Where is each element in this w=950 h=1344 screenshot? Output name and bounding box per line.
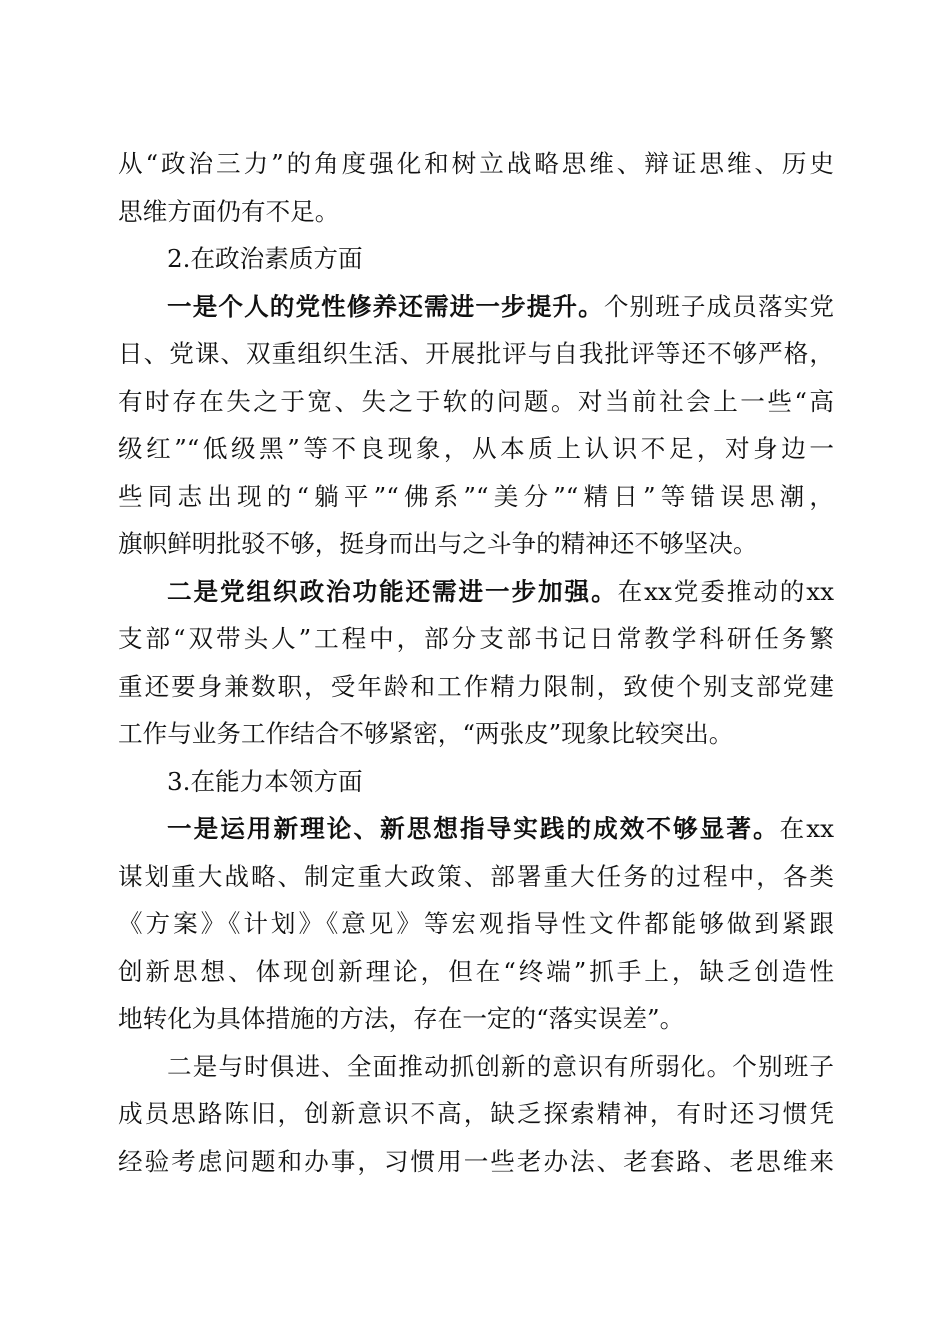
text-line: [118, 425, 834, 473]
line-text: 思维方面仍有不足。: [118, 196, 340, 226]
line-text: 重还要身兼数职，受年龄和工作精力限制，致使个别支部党建: [118, 671, 834, 701]
text-line: [118, 330, 834, 378]
line-text: 2.在政治素质方面: [167, 244, 363, 273]
text-line: [118, 948, 834, 996]
line-text: 级红”“低级黑”等不良现象，从本质上认识不足，对身边一: [118, 434, 834, 463]
text-line: [118, 473, 834, 521]
text-line: [118, 235, 834, 283]
line-text: 二是与时俱进、全面推动抓创新的意识有所弱化。个别班子: [167, 1051, 834, 1081]
text-line: [118, 1138, 834, 1186]
line-text: 从“政治三力”的角度强化和树立战略思维、辩证思维、历史: [118, 149, 834, 178]
text-line: [118, 710, 834, 758]
line-text: 在xx: [779, 814, 834, 843]
text-line: [118, 615, 834, 663]
line-text: 旗帜鲜明批驳不够，挺身而出与之斗争的精神还不够坚决。: [118, 529, 758, 558]
text-line: [118, 520, 834, 568]
line-text: 个别班子成员落实党: [603, 291, 834, 321]
line-text: 经验考虑问题和办事，习惯用一些老办法、老套路、老思维来: [118, 1146, 834, 1176]
line-text: 创新思想、体现创新理论，但在“终端”抓手上，缺乏创造性: [118, 956, 834, 986]
text-line: [118, 663, 834, 711]
text-line: [118, 378, 834, 426]
line-text: 日、党课、双重组织生活、开展批评与自我批评等还不够严格，: [118, 339, 834, 368]
line-text: 有时存在失之于宽、失之于软的问题。对当前社会上一些“高: [118, 386, 834, 416]
text-line: [118, 995, 834, 1043]
line-text: 地转化为具体措施的方法，存在一定的“落实误差”。: [118, 1004, 685, 1033]
text-line: [118, 853, 834, 901]
line-text: 3.在能力本领方面: [167, 766, 363, 796]
bold-lead-text: 二是党组织政治功能还需进一步加强。: [167, 576, 618, 606]
bold-lead-text: 一是运用新理论、新思想指导实践的成效不够显著。: [167, 814, 780, 843]
text-line: [118, 1043, 834, 1091]
line-text: 谋划重大战略、制定重大政策、部署重大任务的过程中，各类: [118, 861, 834, 891]
line-text: 成员思路陈旧，创新意识不高，缺乏探索精神，有时还习惯凭: [118, 1099, 834, 1128]
document-page: [118, 140, 834, 1185]
text-line: [118, 1090, 834, 1138]
line-text: 在xx党委推动的xx: [617, 576, 834, 606]
text-line: [118, 568, 834, 616]
line-text: 支部“双带头人”工程中，部分支部书记日常教学科研任务繁: [118, 624, 834, 653]
line-text: 工作与业务工作结合不够紧密，“两张皮”现象比较突出。: [118, 719, 734, 748]
text-line: [118, 188, 834, 236]
bold-lead-text: 一是个人的党性修养还需进一步提升。: [167, 291, 604, 321]
line-text: 些同志出现的“躺平”“佛系”“美分”“精日”等错误思潮，: [118, 481, 834, 511]
text-line: [118, 805, 834, 853]
text-line: [118, 900, 834, 948]
text-line: [118, 140, 834, 188]
text-line: [118, 758, 834, 806]
text-line: [118, 283, 834, 331]
line-text: 《方案》《计划》《意见》等宏观指导性文件都能够做到紧跟: [118, 909, 834, 938]
